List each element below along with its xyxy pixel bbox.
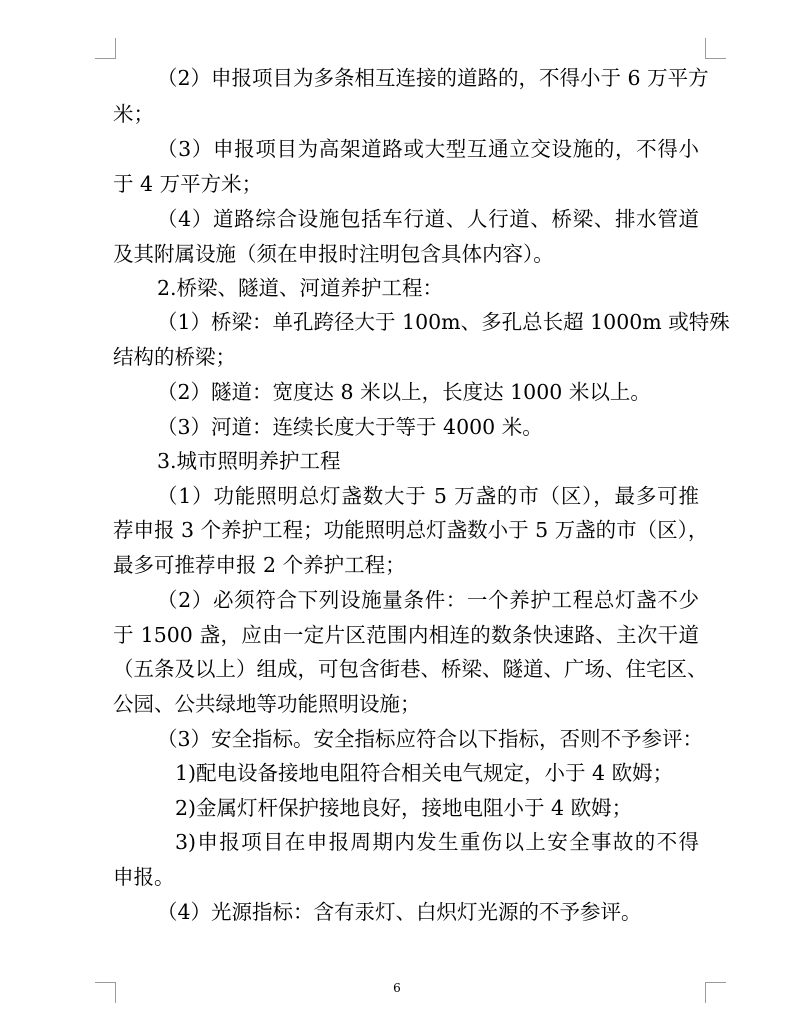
text-line: 及其附属设施（须在申报时注明包含具体内容）。: [113, 242, 554, 266]
text-line: 公园、公共绿地等功能照明设施；: [113, 692, 421, 716]
section-heading: 3.城市照明养护工程: [157, 449, 341, 473]
text-line: 1)配电设备接地电阻符合相关电气规定，小于 4 欧姆；: [175, 761, 674, 785]
text-line: （4）光源指标：含有汞灯、白炽灯光源的不予参评。: [157, 900, 642, 924]
text-line: 3)申报项目在申报周期内发生重伤以上安全事故的不得: [175, 830, 699, 854]
page-number: 6: [393, 981, 401, 995]
text-line: （3）申报项目为高架道路或大型互通立交设施的，不得小: [157, 137, 699, 161]
text-line: 结构的桥梁；: [113, 345, 236, 369]
text-line: （五条及以上）组成，可包含街巷、桥梁、隧道、广场、住宅区、: [113, 657, 708, 681]
text-line: （2）必须符合下列设施量条件：一个养护工程总灯盏不少: [157, 588, 699, 612]
text-line: 于 4 万平方米；: [113, 172, 263, 196]
text-line: （1）功能照明总灯盏数大于 5 万盏的市（区），最多可推: [157, 484, 699, 508]
text-line: （2）申报项目为多条相互连接的道路的，不得小于 6 万平方: [157, 66, 709, 90]
crop-mark-top-left: [95, 38, 116, 59]
text-line: 2)金属灯杆保护接地良好，接地电阻小于 4 欧姆；: [175, 796, 633, 820]
text-line: 最多可推荐申报 2 个养护工程；: [113, 553, 406, 577]
text-line: （3）安全指标。安全指标应符合以下指标，否则不予参评：: [157, 727, 704, 751]
text-line: （1）桥梁：单孔跨径大于 100m、多孔总长超 1000m 或特殊: [157, 310, 730, 334]
crop-mark-top-right: [705, 38, 726, 59]
section-heading: 2.桥梁、隧道、河道养护工程：: [157, 276, 444, 300]
text-line: （3）河道：连续长度大于等于 4000 米。: [157, 415, 543, 439]
text-line: （2）隧道：宽度达 8 米以上，长度达 1000 米以上。: [157, 380, 651, 404]
text-line: 申报。: [113, 865, 175, 889]
text-line: 米；: [113, 102, 154, 126]
text-line: 于 1500 盏，应由一定片区范围内相连的数条快速路、主次干道: [113, 623, 699, 647]
text-line: （4）道路综合设施包括车行道、人行道、桥梁、排水管道: [157, 207, 699, 231]
text-line: 荐申报 3 个养护工程；功能照明总灯盏数小于 5 万盏的市（区），: [113, 518, 709, 542]
